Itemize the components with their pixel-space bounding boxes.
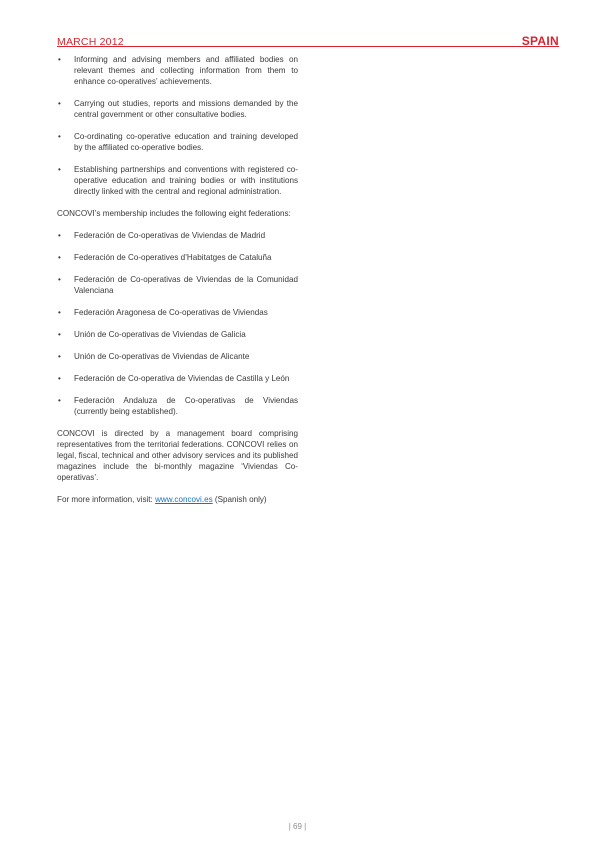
list-item	[57, 329, 298, 340]
list-item	[57, 164, 298, 197]
list-item	[57, 98, 298, 120]
list-item-text: Co-ordinating co-operative education and training developed by the affiliated co-operative bodies.	[74, 132, 298, 152]
membership-intro: CONCOVI’s membership includes the following eight federations:	[57, 209, 291, 218]
header-country: SPAIN	[521, 34, 559, 48]
list-item	[57, 131, 298, 153]
page-number: | 69 |	[288, 822, 307, 831]
closing-paragraph: CONCOVI is directed by a management board comprising representatives from the territorial federations. CONCOVI relies on legal, fiscal, technical and other advisory services and its published magazines include the bi-monthly magazine ‘Viviendas Co-operativas’.	[57, 429, 298, 482]
list-item-text: Establishing partnerships and conventions with registered co-operative education and training bodies or with institutions directly linked with the central and regional administration.	[74, 165, 298, 196]
bullet-icon: •	[58, 352, 61, 361]
more-info-prefix: For more information, visit:	[57, 495, 156, 504]
header-rule	[57, 46, 559, 47]
federations-list	[57, 230, 298, 417]
list-item-text: Unión de Co-operativas de Viviendas de Alicante	[74, 352, 250, 361]
list-item-text: Federación Aragonesa de Co-operativas de Viviendas	[74, 308, 268, 317]
list-item	[57, 54, 298, 87]
concovi-link[interactable]: www.concovi.es	[155, 495, 213, 504]
bullet-icon: •	[58, 275, 61, 284]
main-content	[57, 54, 298, 516]
list-item-text: Federación de Co-operativas de Viviendas de la Comunidad Valenciana	[74, 275, 298, 295]
list-item	[57, 395, 298, 417]
bullet-icon: •	[58, 330, 61, 339]
bullet-icon: •	[58, 99, 61, 108]
bullet-icon: •	[58, 253, 61, 262]
more-info-suffix: (Spanish only)	[212, 495, 267, 504]
list-item	[57, 373, 298, 384]
bullet-icon: •	[58, 308, 61, 317]
bullet-icon: •	[58, 231, 61, 240]
list-item-text: Unión de Co-operativas de Viviendas de Galicia	[74, 330, 246, 339]
list-item	[57, 307, 298, 318]
list-item	[57, 230, 298, 241]
list-item-text: Federación Andaluza de Co-operativas de Viviendas (currently being established).	[74, 396, 298, 416]
list-item-text: Federación de Co-operativas de Viviendas de Madrid	[74, 231, 266, 240]
list-item-text: Informing and advising members and affiliated bodies on relevant themes and collecting information from them to enhance co-operatives’ achievements.	[74, 55, 298, 86]
bullet-icon: •	[58, 374, 61, 383]
header-date: MARCH 2012	[57, 36, 124, 48]
bullet-icon: •	[58, 396, 61, 405]
list-item-text: Carrying out studies, reports and missions demanded by the central government or other consultative bodies.	[74, 99, 298, 119]
list-item-text: Federación de Co-operativa de Viviendas de Castilla y León	[74, 374, 290, 383]
bullet-icon: •	[58, 132, 61, 141]
list-item	[57, 274, 298, 296]
activities-list	[57, 54, 298, 197]
list-item	[57, 351, 298, 362]
more-info	[57, 494, 298, 505]
list-item	[57, 252, 298, 263]
bullet-icon: •	[58, 55, 61, 64]
list-item-text: Federación de Co-operatives d’Habitatges de Cataluña	[74, 253, 272, 262]
bullet-icon: •	[58, 165, 61, 174]
